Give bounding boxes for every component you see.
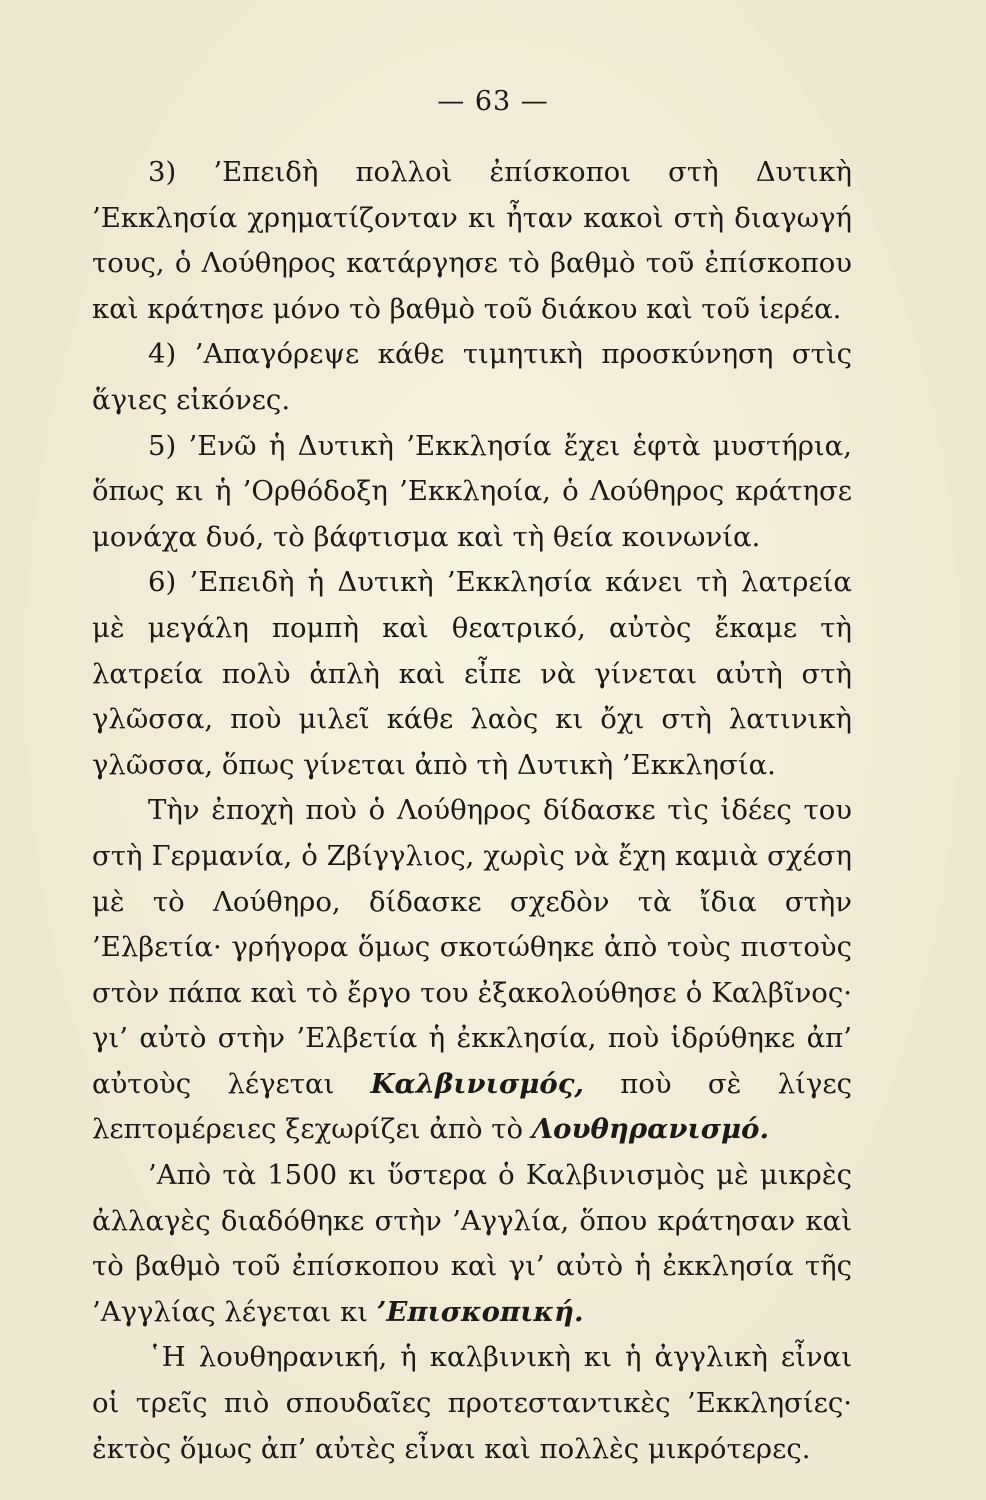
paragraph-text: ’Απὸ τὰ 1500 κι ὕστερα ὁ Καλβινισμὸς μὲ μικρὲς ἀλλαγὲς διαδόθηκε στὴν ’Αγγλία, ὅπου κράτησαν καὶ τὸ βαθμὸ τοῦ ἐπίσκοπου καὶ γι’ αὐτὸ ἡ ἐκκλησία τῆς ’Αγγλίας λέγεται κι [92,1159,852,1328]
paragraph-england [92,1153,852,1335]
paragraph-text: Τὴν ἐποχὴ ποὺ ὁ Λούθηρος δίδασκε τὶς ἰδέες του στὴ Γερμανία, ὁ Ζβίγγλιος, χωρὶς νὰ ἔχη καμιὰ σχέση μὲ τὸ Λούθηρο, δίδασκε σχεδὸν τὰ ἴδια στὴν ’Ελβετία· γρήγορα ὅμως σκοτώθηκε ἀπὸ τοὺς πιστοὺς στὸν πάπα καὶ τὸ ἔργο του ἐξακολούθησε ὁ Καλβῖνος· γι’ αὐτὸ στὴν ’Ελβετία ἡ ἐκκλησία, ποὺ ἱδρύθηκε ἀπ’ αὐτοὺς λέγεται [92,794,852,1100]
paragraph-6: 6) ’Επειδὴ ἡ Δυτικὴ ’Εκκλησία κάνει τὴ λατρεία μὲ μεγάλη πομπὴ καὶ θεατρικό, αὐτὸς ἔκαμε τὴ λατρεία πολὺ ἁπλὴ καὶ εἶπε νὰ γίνεται αὐτὴ στὴ γλῶσσα, ποὺ μιλεῖ κάθε λαὸς κι ὄχι στὴ λατινικὴ γλῶσσα, ὅπως γίνεται ἀπὸ τὴ Δυτικὴ ’Εκκλησία. [92,566,852,781]
paragraph-text: ποὺ σὲ λίγες λεπτομέρειες ξεχωρίζει ἀπὸ τὸ [92,1067,852,1146]
term-calvinism: Καλβινισμός, [370,1067,585,1100]
body-text [92,150,852,1472]
paragraph-zwingli-calvin [92,788,852,1153]
term-episcopal: ’Επισκοπική. [376,1295,584,1328]
paragraph-summary: ῾Η λουθηρανική, ἡ καλβινικὴ κι ἡ ἀγγλικὴ εἶναι οἱ τρεῖς πιὸ σπουδαῖες προτεσταντικὲς ’Εκκλησίες· ἐκτὸς ὅμως ἀπ’ αὐτὲς εἶναι καὶ πολλὲς μικρότερες. [92,1341,852,1465]
paragraph-4: 4) ’Απαγόρεψε κάθε τιμητικὴ προσκύνηση στὶς ἅγιες εἰκόνες. [92,338,852,416]
paragraph-5: 5) ’Ενῶ ἡ Δυτικὴ ’Εκκλησία ἔχει ἑφτὰ μυστήρια, ὅπως κι ἡ ’Ορθόδοξη ’Εκκληοία, ὁ Λούθηρος κράτησε μονάχα δυό, τὸ βάφτισμα καὶ τὴ θεία κοινωνία. [92,429,852,553]
page-number: — 63 — [437,86,549,117]
paragraph-3: 3) ’Επειδὴ πολλοὶ ἐπίσκοποι στὴ Δυτικὴ ’Εκκλησία χρηματίζονταν κι ἦταν κακοὶ στὴ διαγωγή τους, ὁ Λούθηρος κατάργησε τὸ βαθμὸ τοῦ ἐπίσκοπου καὶ κράτησε μόνο τὸ βαθμὸ τοῦ διάκου καὶ τοῦ ἱερέα. [92,156,852,325]
term-lutheranism: Λουθηρανισμό. [531,1113,770,1146]
